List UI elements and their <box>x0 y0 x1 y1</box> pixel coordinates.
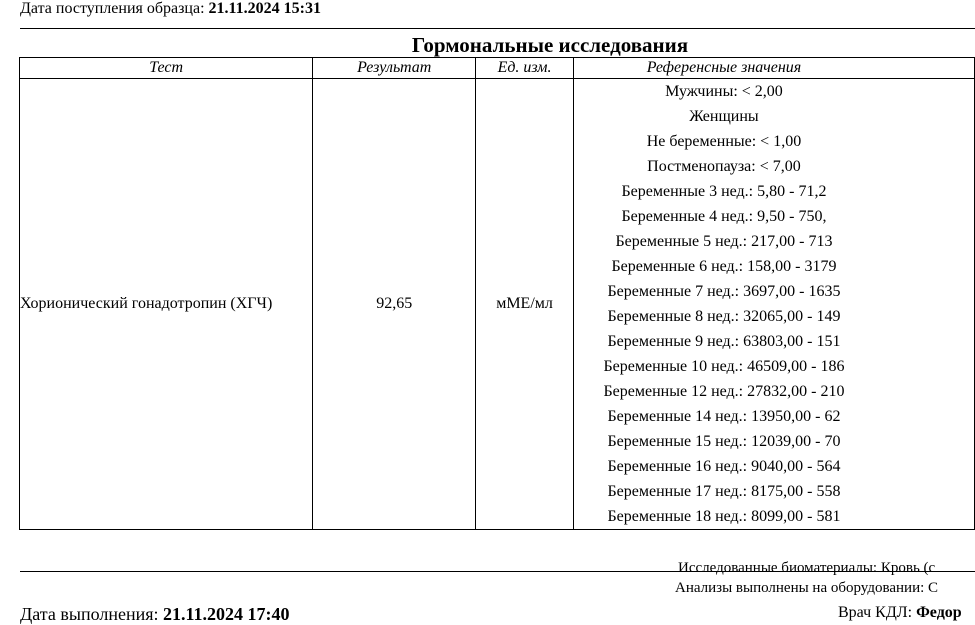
section-title: Гормональные исследования <box>411 33 689 57</box>
col-header-test: Тест <box>20 58 313 79</box>
table-row <box>20 79 975 530</box>
completion-value: 21.11.2024 17:40 <box>163 604 290 624</box>
test-name: Хорионический гонадотропин (ХГЧ) <box>20 79 313 530</box>
col-header-reference <box>573 58 974 79</box>
completion-label: Дата выполнения: <box>20 604 159 624</box>
reference-line: Женщины <box>689 108 759 125</box>
reference-line: Беременные 14 нед.: 13950,00 - 62 <box>607 408 841 425</box>
divider-top <box>20 28 975 29</box>
reference-list <box>574 79 974 529</box>
doctor-line <box>838 604 962 622</box>
reference-line: Беременные 18 нед.: 8099,00 - 581 <box>607 508 841 525</box>
col-header-unit: Ед. изм. <box>476 58 574 79</box>
col-header-result: Результат <box>313 58 476 79</box>
reference-line: Беременные 6 нед.: 158,00 - 3179 <box>611 258 837 275</box>
reference-line: Постменопауза: < 7,00 <box>647 158 801 175</box>
reference-line: Беременные 4 нед.: 9,50 - 750, <box>621 208 827 225</box>
doctor-name: Федор <box>916 604 962 621</box>
equipment-note: Анализы выполнены на оборудовании: С <box>675 580 939 596</box>
reference-line: Беременные 5 нед.: 217,00 - 713 <box>615 233 833 250</box>
col-header-reference-text: Референсные значения <box>646 59 802 76</box>
reference-values <box>573 79 974 530</box>
completion-date-line <box>20 604 290 625</box>
test-unit: мМЕ/мл <box>476 79 574 530</box>
results-table <box>19 57 975 530</box>
reference-line: Беременные 10 нед.: 46509,00 - 186 <box>603 358 845 375</box>
received-label: Дата поступления образца: <box>20 0 205 17</box>
table-header-row <box>20 58 975 79</box>
reference-line: Беременные 7 нед.: 3697,00 - 1635 <box>607 283 841 300</box>
reference-line: Беременные 8 нед.: 32065,00 - 149 <box>607 308 841 325</box>
biomaterial-note: Исследованные биоматериалы: Кровь (с <box>678 560 936 576</box>
divider-bottom <box>20 571 975 572</box>
reference-line: Беременные 12 нед.: 27832,00 - 210 <box>603 383 845 400</box>
doctor-label: Врач КДЛ: <box>838 604 913 621</box>
sample-received-line <box>20 0 321 18</box>
reference-line: Мужчины: < 2,00 <box>665 83 783 100</box>
reference-line: Беременные 9 нед.: 63803,00 - 151 <box>607 333 841 350</box>
reference-line: Не беременные: < 1,00 <box>646 133 802 150</box>
received-value: 21.11.2024 15:31 <box>208 0 321 17</box>
reference-line: Беременные 17 нед.: 8175,00 - 558 <box>607 483 841 500</box>
reference-line: Беременные 15 нед.: 12039,00 - 70 <box>607 433 841 450</box>
reference-line: Беременные 16 нед.: 9040,00 - 564 <box>607 458 841 475</box>
test-result: 92,65 <box>313 79 476 530</box>
reference-line: Беременные 3 нед.: 5,80 - 71,2 <box>621 183 827 200</box>
